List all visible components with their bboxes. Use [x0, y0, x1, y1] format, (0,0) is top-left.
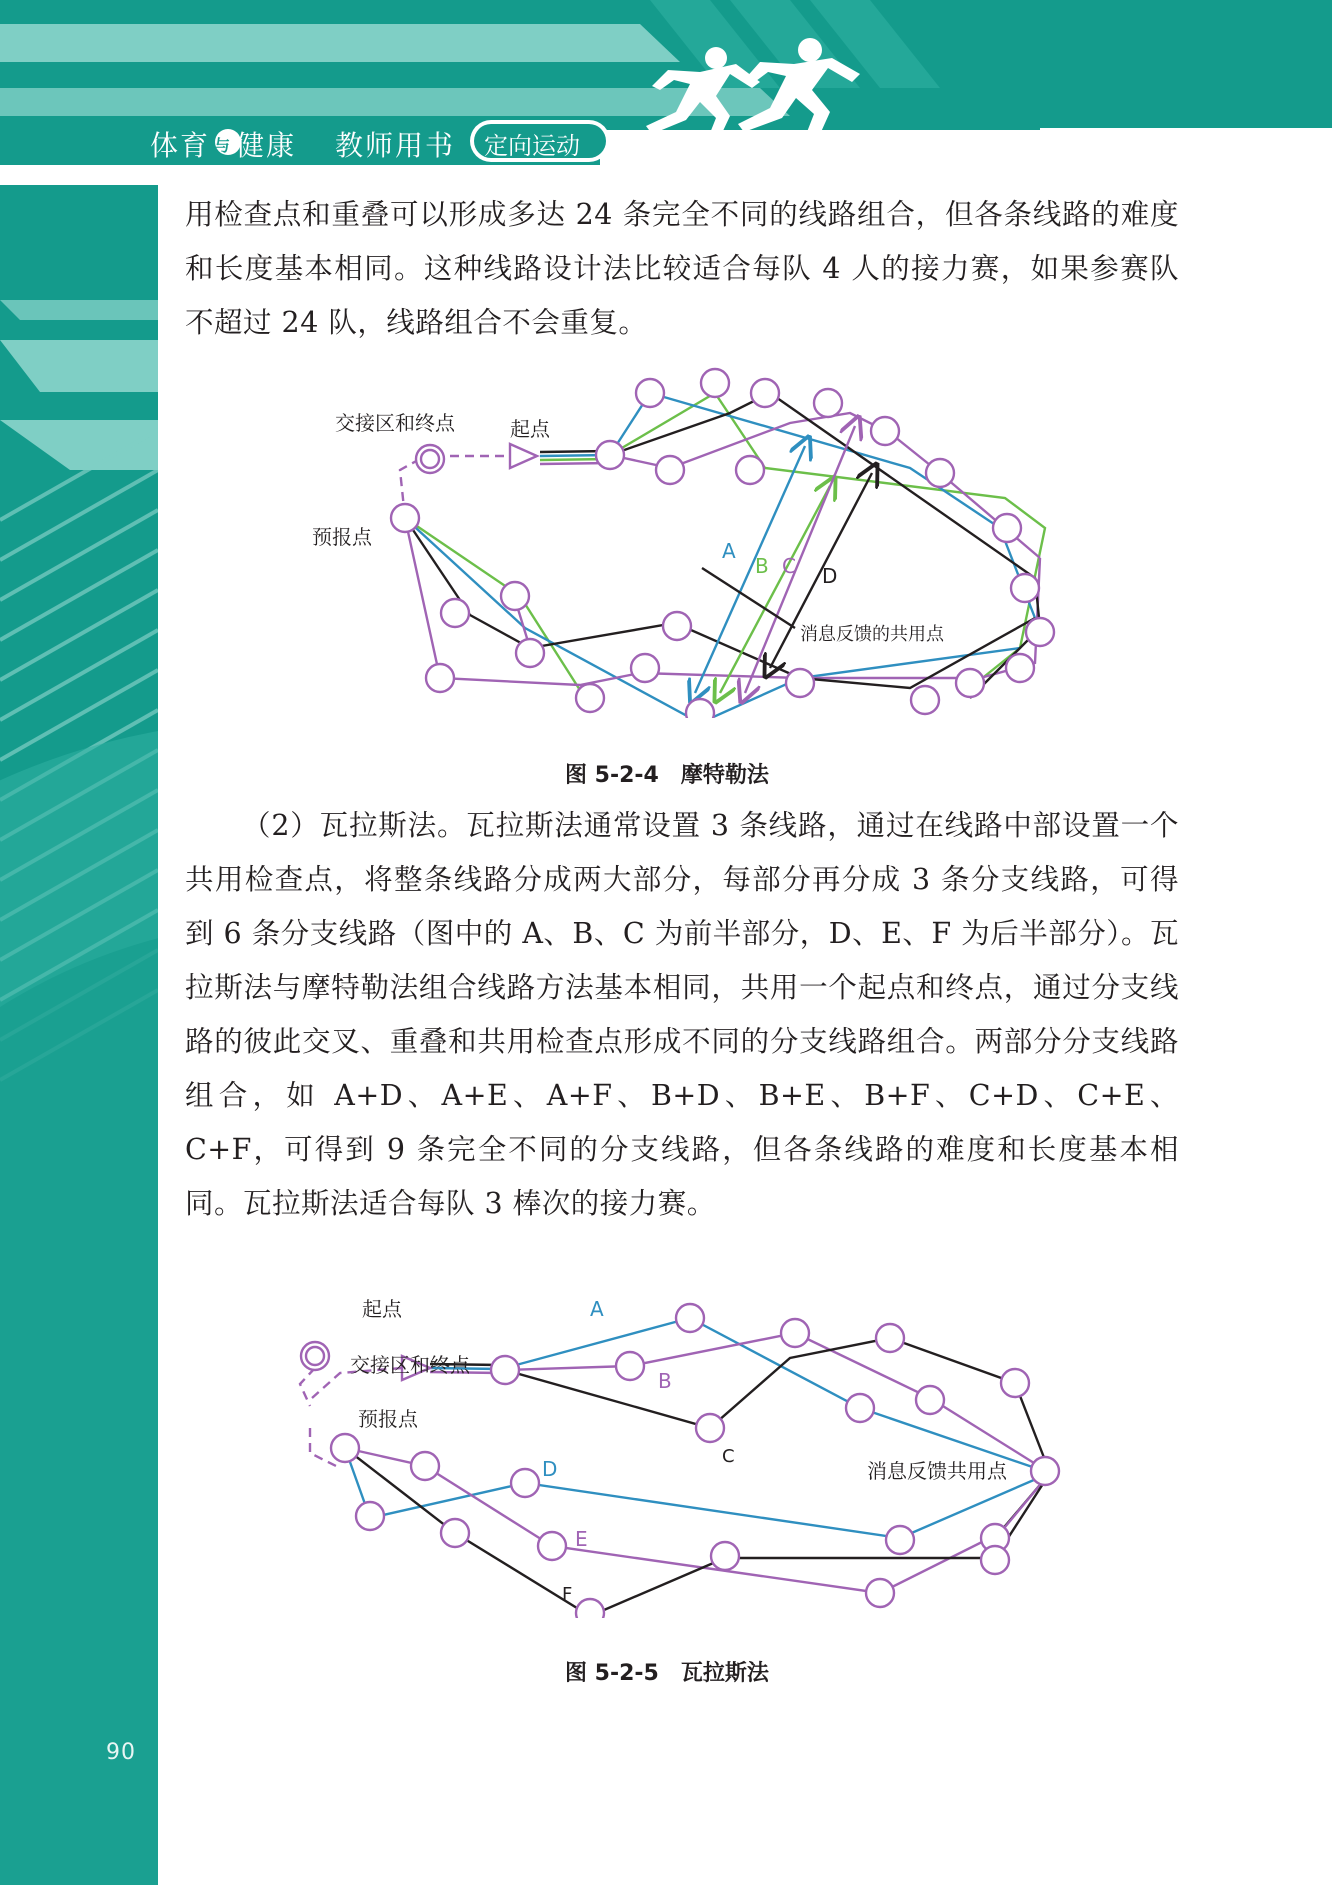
- fig2-caption: 图 5-2-5 瓦拉斯法: [565, 1661, 769, 1686]
- fig2-route-b: B: [658, 1369, 672, 1393]
- fig1-caption: 图 5-2-4 摩特勒法: [565, 763, 769, 788]
- fig2-route-d: D: [542, 1457, 558, 1481]
- chapter-tag: 定向运动: [484, 132, 580, 160]
- fig2-label-start: 起点: [362, 1297, 402, 1321]
- book-title-part2: 健康: [236, 129, 297, 162]
- book-title-part1: 体育: [150, 129, 211, 162]
- page-number: 90: [106, 1740, 136, 1765]
- book-title-connector: 与: [214, 136, 233, 155]
- fig2-route-f: F: [562, 1584, 573, 1605]
- figure-walas: [290, 1238, 1070, 1618]
- fig1-route-b: B: [755, 554, 769, 578]
- figure-mortler: [290, 358, 1090, 718]
- fig1-label-forecast: 预报点: [312, 525, 372, 549]
- fig2-route-e: E: [575, 1527, 588, 1551]
- book-subtitle: 教师用书: [335, 129, 456, 162]
- paragraph-1: 用检查点和重叠可以形成多达 24 条完全不同的线路组合，但各条线路的难度和长度基本相同。这种线路设计法比较适合每队 4 人的接力赛，如果参赛队不超过 24 队，线路组合不会重复。: [185, 198, 1179, 339]
- fig1-route-c: C: [782, 554, 796, 578]
- fig1-label-finish: 交接区和终点: [335, 411, 455, 435]
- fig1-route-a: A: [722, 539, 736, 563]
- book-title: [150, 124, 296, 164]
- fig1-label-start: 起点: [510, 417, 550, 441]
- left-sidebar: [0, 0, 160, 1885]
- fig2-route-c: C: [722, 1446, 735, 1467]
- paragraph-2: （2）瓦拉斯法。瓦拉斯法通常设置 3 条线路，通过在线路中部设置一个共用检查点，将整条线路分成两大部分，每部分再分成 3 条分支线路，可得到 6 条分支线路（图中的 A、B、C 为前半部分，D、E、F 为后半部分）。瓦拉斯法与摩特勒法组合线路方法基本相同，共用一个起点和终点，通过分支线路的彼此交叉、重叠和共用检查点形成不同的分支线路组合。两部分分支线路组合，如 A+D、A+E、A+F、B+D、B+E、B+F、C+D、C+E、C+F，可得到 9 条完全不同的分支线路，但各条线路的难度和长度基本相同。瓦拉斯法适合每队 3 棒次的接力赛。: [185, 809, 1179, 1220]
- fig2-label-forecast: 预报点: [358, 1407, 418, 1431]
- fig2-route-a: A: [590, 1297, 604, 1321]
- fig2-label-shared: 消息反馈共用点: [867, 1459, 1007, 1483]
- fig1-label-shared: 消息反馈的共用点: [800, 624, 944, 645]
- fig2-label-finish: 交接区和终点: [350, 1353, 470, 1377]
- fig1-route-d: D: [822, 564, 838, 588]
